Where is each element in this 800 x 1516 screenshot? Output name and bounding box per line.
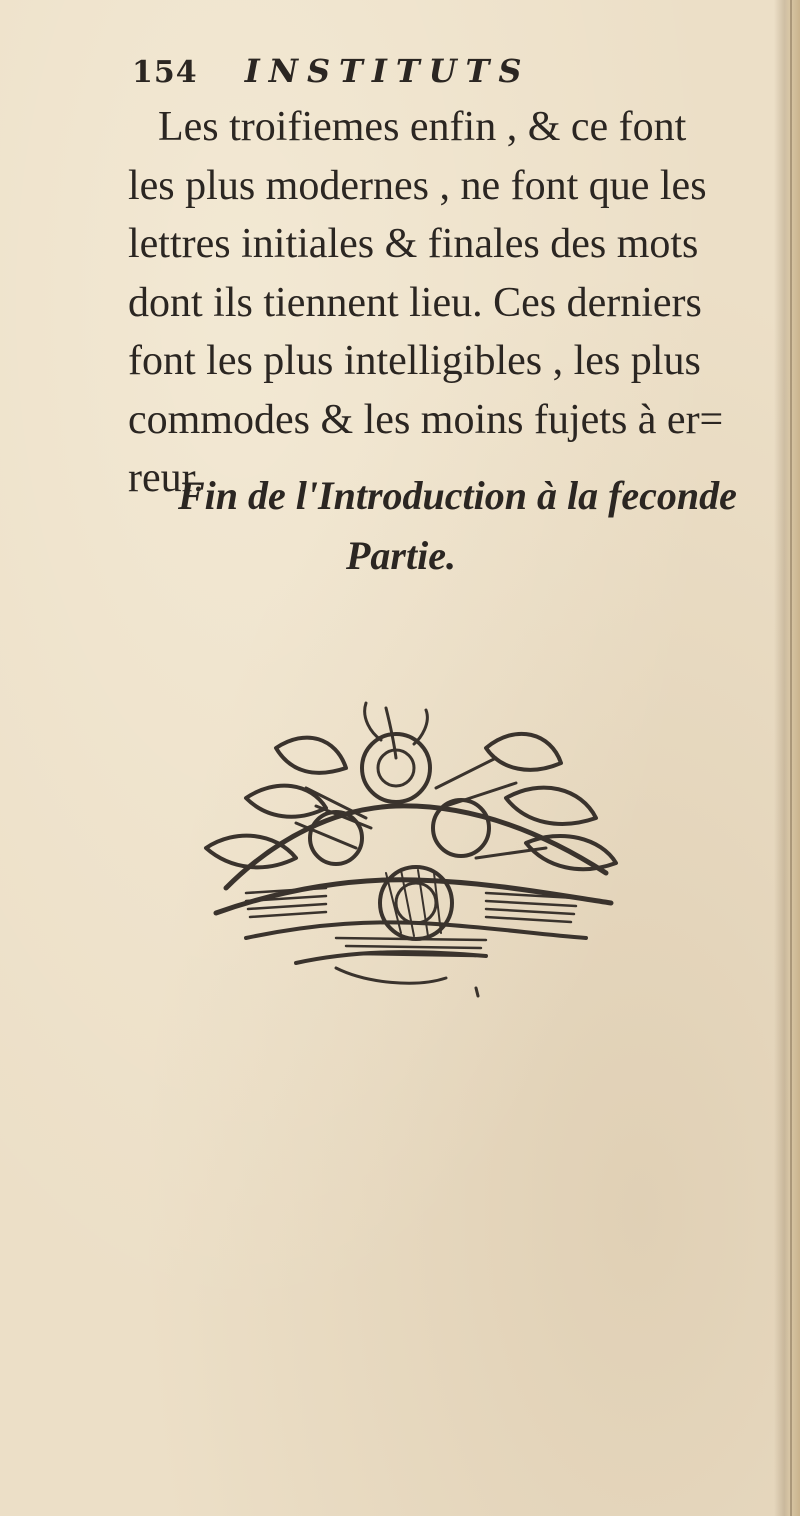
ornament-stroke	[506, 788, 596, 824]
ornament-stroke	[246, 922, 586, 938]
closing-line-1: Fin de l'Introduction à la feconde	[178, 473, 737, 518]
closing-line-2: Partie.	[346, 533, 456, 578]
body-line: reur.	[128, 455, 204, 501]
ornament-stroke	[486, 734, 561, 770]
ornament-stroke	[365, 703, 381, 740]
body-line: font les plus intelligibles , les plus	[128, 338, 701, 384]
ornament-stroke	[246, 786, 326, 817]
page-header	[132, 52, 530, 96]
ornament-stroke	[433, 800, 489, 856]
body-line: lettres initiales & finales des mots	[128, 221, 699, 267]
ornament-stroke	[276, 738, 346, 773]
body-line: Les troifiemes enfin , & ce font	[158, 104, 687, 150]
ornament-stroke	[486, 893, 576, 922]
floral-tailpiece-icon	[186, 688, 626, 998]
floral-tailpiece-drawing	[186, 688, 626, 998]
body-line: dont ils tiennent lieu. Ces derniers	[128, 279, 702, 326]
page-edge	[774, 0, 800, 1516]
body-paragraph	[128, 98, 768, 508]
body-line: commodes & les moins fujets à er=	[128, 396, 724, 443]
ornament-stroke	[336, 968, 446, 983]
running-head: INSTITUTS	[244, 52, 531, 90]
body-line: les plus modernes , ne font que les	[128, 162, 707, 209]
ornament-stroke	[476, 988, 478, 996]
page-number: 154	[132, 55, 198, 90]
page-edge-line	[790, 0, 792, 1516]
ornament-stroke	[362, 734, 430, 802]
closing-statement	[178, 466, 758, 586]
ornament-stroke	[396, 883, 436, 923]
